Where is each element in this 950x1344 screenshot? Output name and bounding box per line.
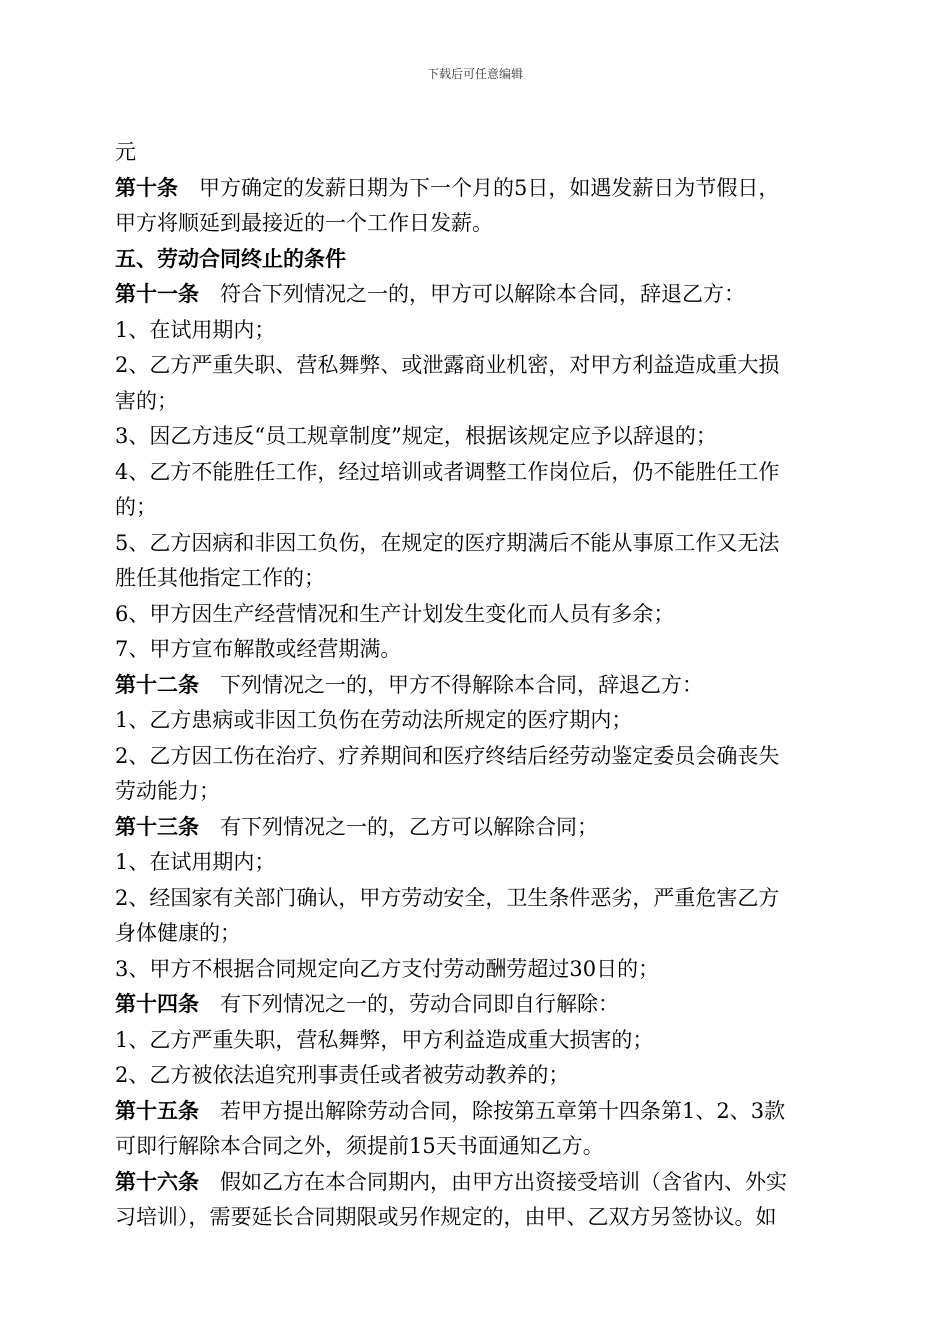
clause-heading: 第十一条 [115, 281, 199, 306]
section-heading-line [115, 241, 835, 277]
text-line [115, 951, 835, 987]
line-text: 1、在试用期内； [115, 317, 276, 342]
clause-heading: 第十三条 [115, 813, 199, 839]
line-text: 甲方确定的发薪日期为下一个月的5日，如遇发薪日为节假日， [178, 175, 780, 200]
line-text: 习培训），需要延长合同期限或另作规定的，由甲、乙双方另签协议。如 [115, 1205, 777, 1229]
text-line [115, 773, 835, 809]
text-line [115, 418, 835, 454]
text-line [115, 489, 835, 525]
text-line [115, 667, 835, 703]
line-text: 2、经国家有关部门确认，甲方劳动安全，卫生条件恶劣，严重危害乙方 [115, 885, 780, 910]
text-line [115, 880, 835, 916]
line-text: 若甲方提出解除劳动合同，除按第五章第十四条第1、2、3款 [199, 1098, 786, 1123]
line-text: 身体健康的； [115, 921, 241, 945]
text-line [115, 986, 835, 1022]
line-text: 劳动能力； [115, 779, 220, 803]
clause-heading: 第十二条 [115, 671, 199, 697]
line-text: 2、乙方因工伤在治疗、疗养期间和医疗终结后经劳动鉴定委员会确丧失 [115, 743, 780, 768]
document-body [115, 134, 835, 1235]
text-line [115, 1164, 835, 1200]
text-line [115, 915, 835, 951]
line-text: 3、因乙方违反“员工规章制度”规定，根据该规定应予以辞退的； [115, 424, 717, 448]
text-line [115, 631, 835, 667]
text-line [115, 383, 835, 419]
text-line [115, 347, 835, 383]
line-text: 符合下列情况之一的，甲方可以解除本合同，辞退乙方： [199, 282, 745, 306]
text-line [115, 809, 835, 845]
clause-heading: 第十条 [115, 174, 178, 200]
text-line [115, 312, 835, 348]
text-line [115, 1057, 835, 1093]
line-text: 害的； [115, 388, 178, 413]
text-line [115, 276, 835, 312]
text-line [115, 738, 835, 774]
clause-heading: 第十六条 [115, 1168, 199, 1194]
page-header: 下载后可任意编辑 [426, 67, 523, 81]
line-text: 可即行解除本合同之外，须提前15天书面通知乙方。 [115, 1134, 604, 1158]
line-text: 2、乙方严重失职、营私舞弊、或泄露商业机密，对甲方利益造成重大损 [115, 353, 780, 377]
line-text: 有下列情况之一的，劳动合同即自行解除： [199, 992, 619, 1016]
text-line [115, 1022, 835, 1058]
text-line [115, 525, 835, 561]
line-text: 3、甲方不根据合同规定向乙方支付劳动酬劳超过30日的； [115, 956, 660, 981]
text-line [115, 134, 835, 170]
line-text: 6、甲方因生产经营情况和生产计划发生变化而人员有多余； [115, 601, 675, 626]
text-line [115, 1128, 835, 1164]
line-text: 甲方将顺延到最接近的一个工作日发薪。 [115, 211, 493, 235]
text-line [115, 454, 835, 490]
section-heading: 五、劳动合同终止的条件 [115, 245, 346, 271]
line-text: 1、乙方严重失职，营私舞弊，甲方利益造成重大损害的； [115, 1027, 654, 1052]
text-line [115, 596, 835, 632]
line-text: 5、乙方因病和非因工负伤，在规定的医疗期满后不能从事原工作又无法 [115, 530, 780, 555]
text-line [115, 1199, 835, 1235]
line-text: 1、在试用期内； [115, 850, 276, 874]
line-text: 的； [115, 495, 157, 519]
text-line [115, 170, 835, 206]
clause-heading: 第十四条 [115, 991, 199, 1016]
line-text: 胜任其他指定工作的； [115, 566, 325, 590]
text-line [115, 1093, 835, 1129]
line-text: 1、乙方患病或非因工负伤在劳动法所规定的医疗期内； [115, 708, 633, 732]
line-text: 2、乙方被依法追究刑事责任或者被劳动教养的； [115, 1063, 570, 1087]
text-line [115, 702, 835, 738]
text-line [115, 205, 835, 241]
line-text: 假如乙方在本合同期内，由甲方出资接受培训（含省内、外实 [199, 1169, 787, 1194]
text-line [115, 560, 835, 596]
text-line [115, 844, 835, 880]
line-text: 7、甲方宣布解散或经营期满。 [115, 637, 402, 661]
line-text: 元 [115, 140, 136, 164]
line-text: 有下列情况之一的，乙方可以解除合同； [199, 814, 598, 839]
line-text: 4、乙方不能胜任工作，经过培训或者调整工作岗位后，仍不能胜任工作 [115, 459, 780, 484]
clause-heading: 第十五条 [115, 1097, 199, 1123]
line-text: 下列情况之一的，甲方不得解除本合同，辞退乙方： [199, 672, 703, 697]
